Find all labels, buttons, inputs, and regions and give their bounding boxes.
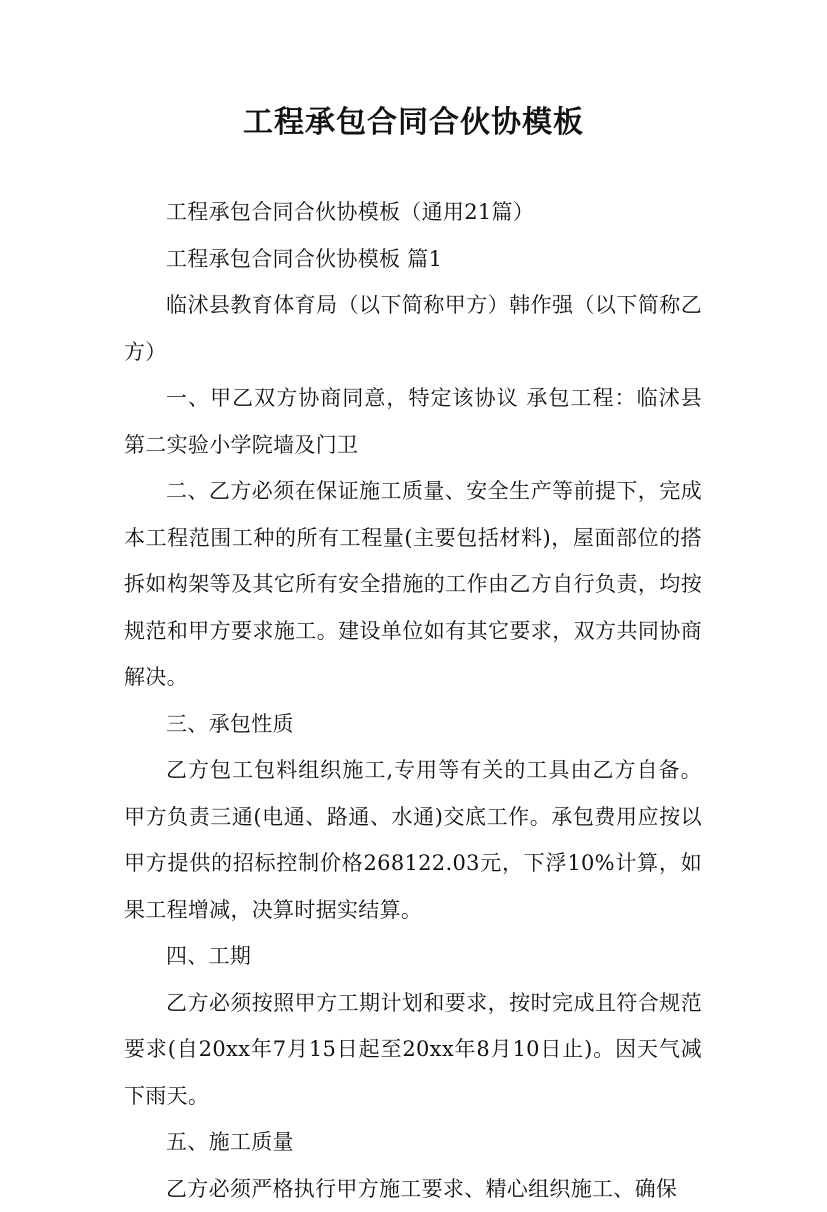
document-title: 工程承包合同合伙协模板 [0, 100, 827, 146]
clause-heading: 五、施工质量 [124, 1119, 702, 1166]
clause-heading: 四、工期 [124, 933, 702, 980]
parties-paragraph: 临沭县教育体育局（以下简称甲方）韩作强（以下简称乙方） [124, 282, 702, 375]
clause-paragraph: 乙方包工包料组织施工,专用等有关的工具由乙方自备。甲方负责三通(电通、路通、水通)交底工作。承包费用应按以甲方提供的招标控制价格268122.03元，下浮10%计算，如果工程增减，决算时据实结算。 [124, 747, 702, 933]
section-heading: 工程承包合同合伙协模板 篇1 [124, 236, 702, 283]
clause-paragraph: 二、乙方必须在保证施工质量、安全生产等前提下，完成本工程范围工种的所有工程量(主要包括材料)，屋面部位的搭拆如构架等及其它所有安全措施的工作由乙方自行负责，均按规范和甲方要求施工。建设单位如有其它要求，双方共同协商解决。 [124, 468, 702, 701]
clause-paragraph: 乙方必须严格执行甲方施工要求、精心组织施工、确保 [124, 1166, 702, 1212]
clause-paragraph: 乙方必须按照甲方工期计划和要求，按时完成且符合规范要求(自20xx年7月15日起至20xx年8月10日止)。因天气减下雨天。 [124, 980, 702, 1120]
subtitle-paragraph: 工程承包合同合伙协模板（通用21篇） [124, 189, 702, 236]
clause-heading: 三、承包性质 [124, 701, 702, 748]
document-body [124, 189, 702, 1212]
clause-paragraph: 一、甲乙双方协商同意，特定该协议 承包工程：临沭县第二实验小学院墙及门卫 [124, 375, 702, 468]
